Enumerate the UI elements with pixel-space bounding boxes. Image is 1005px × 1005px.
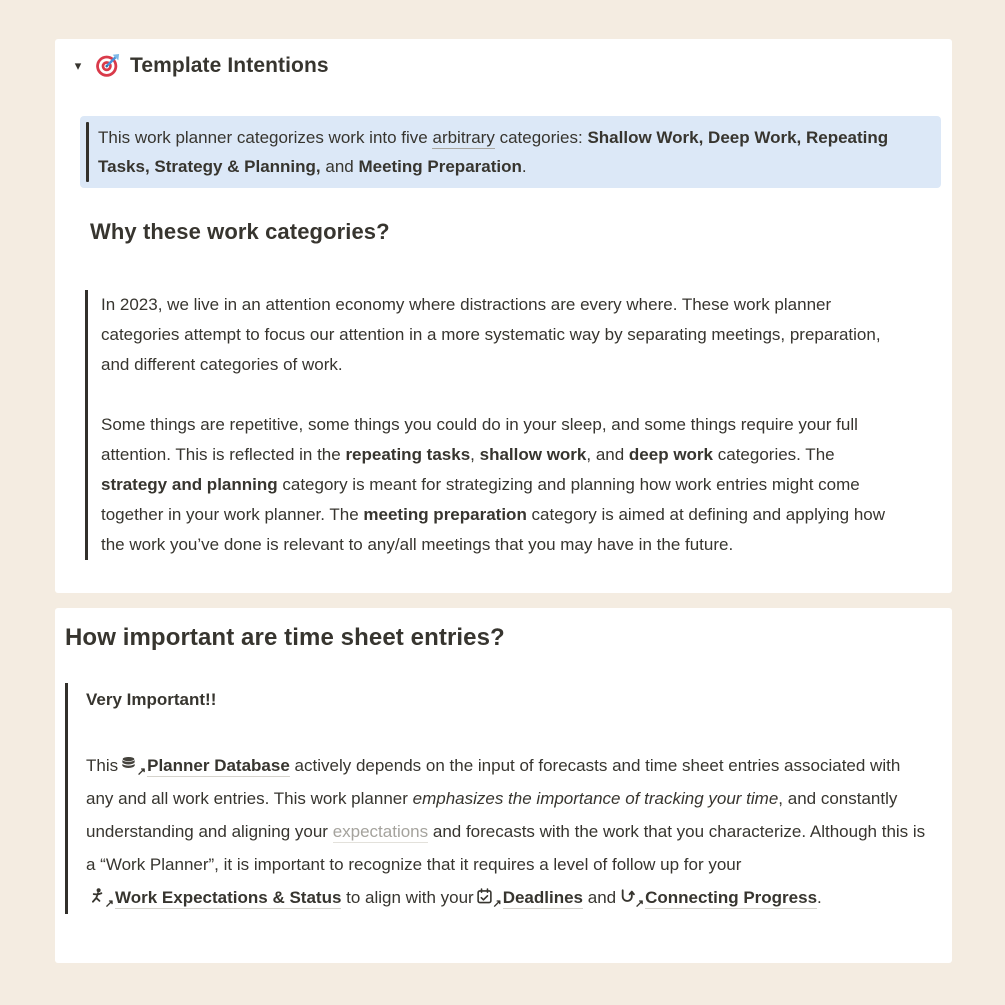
section-title: Template Intentions xyxy=(130,53,329,77)
page-link-deadlines[interactable]: ↗ Deadlines xyxy=(474,888,583,907)
page-link-planner-database[interactable]: ↗ Planner Database xyxy=(118,756,290,775)
heading-time-sheet-entries: How important are time sheet entries? xyxy=(65,624,505,651)
sub-heading-why-categories: Why these work categories? xyxy=(90,219,390,244)
callout-block xyxy=(80,116,941,188)
quote-paragraph-1: In 2023, we live in an attention economy where distractions are every where. These work planner categories attempt to focus our attention in a more systematic way by separating meetings, preparation, and different categories of work. xyxy=(101,295,881,374)
link-arrow-icon: ↗ xyxy=(104,898,114,910)
link-arrow-icon: ↗ xyxy=(492,898,502,910)
quote-block-categories xyxy=(85,290,900,560)
section-card-template-intentions xyxy=(55,39,952,593)
link-arrow-icon: ↗ xyxy=(634,898,645,910)
quote-paragraph-2: Some things are repetitive, some things you could do in your sleep, and some things require your full attention. This is reflected in the repeating tasks, shallow work, and deep work categories. The strategy and planning category is meant for strategizing and planning how work entries might come together in your work planner. The meeting preparation category is aimed at defining and applying how the work you’ve done is relevant to any/all meetings that you may have in the future. xyxy=(101,415,885,554)
dartboard-emoji-icon xyxy=(94,52,121,79)
importance-paragraph: This ↗ Planner Database actively depends on the input of forecasts and time sheet entries associated with any and all work entries. This work planner emphasizes the importance of tracking your time, and constantly understanding and aligning your expectations and forecasts with the work that you characterize. Although this is a “Work Planner”, it is important to recognize that it requires a level of follow up for your ↗ Work Expectations & Status to align with your ↗ Deadlines and ↗ Connecting Progress. xyxy=(86,756,926,910)
very-important-text: Very Important!! xyxy=(86,690,217,709)
database-icon xyxy=(120,755,147,778)
quote-block-importance xyxy=(65,683,927,914)
toggle-heading-row xyxy=(65,52,952,79)
section-card-time-sheet-entries xyxy=(55,608,952,963)
arbitrary-link[interactable]: arbitrary xyxy=(432,128,495,147)
page-link-work-expectations-status[interactable]: ↗ Work Expectations & Status xyxy=(86,888,341,907)
expectations-link[interactable]: expectations xyxy=(332,822,429,841)
calendar-icon xyxy=(476,887,502,910)
link-arrow-icon: ↗ xyxy=(136,766,147,778)
loop-arrow-icon xyxy=(618,887,645,910)
running-person-icon xyxy=(88,887,114,910)
page-link-connecting-progress[interactable]: ↗ Connecting Progress xyxy=(616,888,817,907)
callout-text: This work planner categorizes work into five arbitrary categories: Shallow Work, Deep Work, Repeating Tasks, Strategy & Planning, and Meeting Preparation. xyxy=(98,128,889,176)
toggle-chevron-icon[interactable]: ▾ xyxy=(74,57,82,73)
